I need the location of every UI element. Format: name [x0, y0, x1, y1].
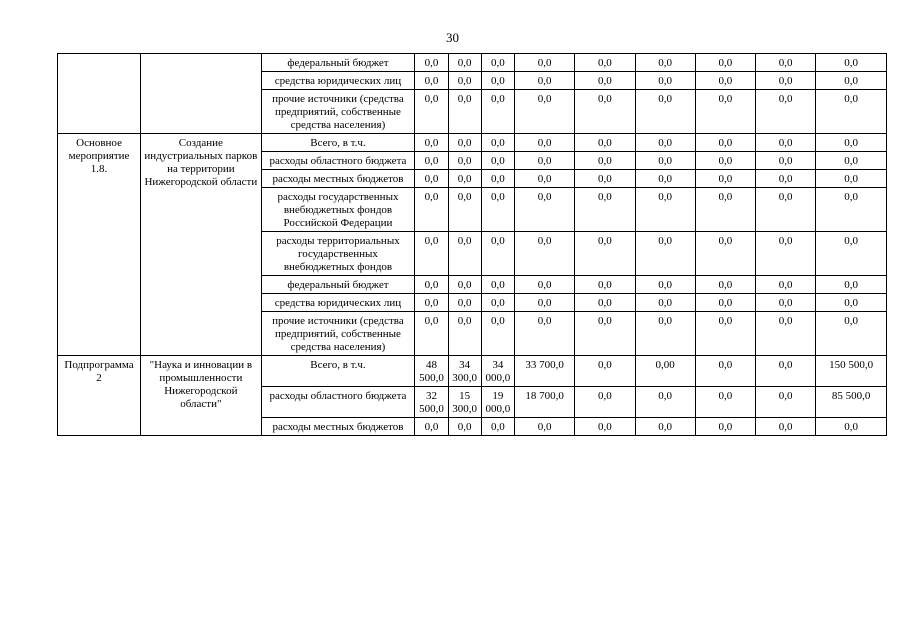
budget-table-body [58, 54, 887, 436]
amount-cell: 0,0 [695, 90, 755, 134]
amount-cell: 0,0 [575, 387, 635, 418]
amount-cell: 0,0 [635, 418, 695, 436]
amount-cell: 0,0 [515, 170, 575, 188]
amount-cell: 0,0 [816, 232, 887, 276]
amount-cell: 0,0 [415, 232, 448, 276]
amount-cell: 0,0 [756, 134, 816, 152]
amount-cell: 0,0 [415, 312, 448, 356]
amount-cell: 0,0 [415, 170, 448, 188]
funding-source: расходы местных бюджетов [261, 418, 415, 436]
funding-source: федеральный бюджет [261, 54, 415, 72]
amount-cell: 0,0 [481, 232, 514, 276]
amount-cell: 0,0 [816, 312, 887, 356]
amount-cell: 0,0 [695, 54, 755, 72]
amount-cell: 0,0 [515, 72, 575, 90]
amount-cell: 0,0 [515, 418, 575, 436]
amount-cell: 0,0 [448, 418, 481, 436]
amount-cell: 0,0 [635, 170, 695, 188]
amount-cell: 0,0 [481, 134, 514, 152]
amount-cell: 0,0 [575, 170, 635, 188]
amount-cell: 0,0 [635, 134, 695, 152]
funding-source: прочие источники (средства предприятий, собственные средства населения) [261, 90, 415, 134]
amount-cell: 0,0 [575, 418, 635, 436]
amount-cell: 0,0 [756, 356, 816, 387]
amount-cell: 0,0 [695, 356, 755, 387]
amount-cell: 0,0 [635, 232, 695, 276]
amount-cell: 0,0 [575, 72, 635, 90]
amount-cell: 0,0 [575, 54, 635, 72]
amount-cell: 0,0 [756, 170, 816, 188]
amount-cell: 0,0 [635, 276, 695, 294]
amount-cell: 0,0 [415, 152, 448, 170]
amount-cell: 0,0 [575, 90, 635, 134]
amount-cell: 0,0 [756, 312, 816, 356]
amount-cell: 0,0 [695, 232, 755, 276]
amount-cell: 0,0 [448, 134, 481, 152]
table-row [58, 134, 887, 152]
amount-cell: 0,0 [695, 188, 755, 232]
amount-cell: 0,0 [415, 188, 448, 232]
amount-cell: 0,0 [756, 152, 816, 170]
subprogram-2-label: Подпрограмма 2 [58, 356, 141, 436]
amount-cell: 0,0 [756, 232, 816, 276]
amount-cell: 150 500,0 [816, 356, 887, 387]
amount-cell: 0,0 [415, 54, 448, 72]
amount-cell: 0,0 [448, 188, 481, 232]
funding-source: Всего, в т.ч. [261, 134, 415, 152]
amount-cell: 0,0 [695, 312, 755, 356]
amount-cell: 0,0 [448, 90, 481, 134]
amount-cell: 18 700,0 [515, 387, 575, 418]
amount-cell: 0,0 [515, 232, 575, 276]
amount-cell: 0,0 [515, 276, 575, 294]
measure-1-8-label: Основное мероприятие 1.8. [58, 134, 141, 356]
amount-cell: 0,0 [481, 418, 514, 436]
amount-cell: 0,0 [695, 170, 755, 188]
amount-cell: 0,0 [575, 312, 635, 356]
amount-cell: 0,0 [448, 232, 481, 276]
funding-source: расходы областного бюджета [261, 152, 415, 170]
amount-cell: 0,0 [575, 134, 635, 152]
amount-cell: 0,0 [816, 90, 887, 134]
amount-cell: 0,0 [575, 152, 635, 170]
amount-cell: 0,0 [756, 387, 816, 418]
amount-cell: 0,0 [481, 170, 514, 188]
amount-cell: 0,0 [816, 418, 887, 436]
amount-cell: 0,0 [481, 54, 514, 72]
amount-cell: 0,0 [448, 72, 481, 90]
funding-source: Всего, в т.ч. [261, 356, 415, 387]
amount-cell: 0,0 [575, 276, 635, 294]
amount-cell: 0,0 [515, 312, 575, 356]
amount-cell: 0,0 [481, 276, 514, 294]
amount-cell: 0,0 [515, 134, 575, 152]
amount-cell: 0,0 [816, 276, 887, 294]
amount-cell: 0,0 [481, 72, 514, 90]
amount-cell: 0,0 [756, 294, 816, 312]
amount-cell: 0,0 [635, 72, 695, 90]
amount-cell: 0,0 [448, 152, 481, 170]
funding-source: расходы государственных внебюджетных фондов Российской Федерации [261, 188, 415, 232]
amount-cell: 0,0 [481, 312, 514, 356]
amount-cell: 34 000,0 [481, 356, 514, 387]
amount-cell: 0,0 [575, 356, 635, 387]
amount-cell: 33 700,0 [515, 356, 575, 387]
amount-cell: 34 300,0 [448, 356, 481, 387]
amount-cell: 0,0 [448, 276, 481, 294]
amount-cell: 0,0 [481, 90, 514, 134]
measure-1-8-name: Создание индустриальных парков на территории Нижегородской области [141, 134, 262, 356]
amount-cell: 0,0 [515, 294, 575, 312]
amount-cell: 0,0 [695, 294, 755, 312]
amount-cell: 0,0 [695, 276, 755, 294]
funding-source: средства юридических лиц [261, 72, 415, 90]
amount-cell: 0,0 [635, 90, 695, 134]
amount-cell: 85 500,0 [816, 387, 887, 418]
funding-source: расходы областного бюджета [261, 387, 415, 418]
amount-cell: 0,0 [695, 418, 755, 436]
amount-cell: 0,0 [756, 90, 816, 134]
amount-cell: 0,0 [635, 294, 695, 312]
amount-cell: 0,0 [575, 232, 635, 276]
amount-cell: 0,0 [695, 72, 755, 90]
continued-label [58, 54, 141, 134]
amount-cell: 0,0 [448, 312, 481, 356]
amount-cell: 0,0 [448, 54, 481, 72]
amount-cell: 0,0 [575, 294, 635, 312]
amount-cell: 0,0 [816, 72, 887, 90]
amount-cell: 0,0 [515, 90, 575, 134]
amount-cell: 0,0 [635, 54, 695, 72]
amount-cell: 0,0 [415, 72, 448, 90]
amount-cell: 0,0 [695, 134, 755, 152]
amount-cell: 0,0 [816, 294, 887, 312]
amount-cell: 0,0 [816, 170, 887, 188]
amount-cell: 0,0 [415, 134, 448, 152]
amount-cell: 48 500,0 [415, 356, 448, 387]
amount-cell: 0,0 [756, 188, 816, 232]
budget-table [57, 53, 887, 436]
amount-cell: 0,0 [515, 54, 575, 72]
amount-cell: 0,0 [515, 152, 575, 170]
amount-cell: 0,0 [415, 276, 448, 294]
amount-cell: 0,00 [635, 356, 695, 387]
amount-cell: 0,0 [635, 387, 695, 418]
amount-cell: 0,0 [481, 294, 514, 312]
amount-cell: 0,0 [816, 152, 887, 170]
amount-cell: 0,0 [448, 170, 481, 188]
table-row [58, 54, 887, 72]
amount-cell: 0,0 [415, 294, 448, 312]
amount-cell: 0,0 [816, 54, 887, 72]
amount-cell: 0,0 [695, 152, 755, 170]
amount-cell: 19 000,0 [481, 387, 514, 418]
amount-cell: 0,0 [635, 312, 695, 356]
table-row [58, 356, 887, 387]
funding-source: прочие источники (средства предприятий, собственные средства населения) [261, 312, 415, 356]
funding-source: федеральный бюджет [261, 276, 415, 294]
amount-cell: 0,0 [635, 188, 695, 232]
amount-cell: 0,0 [756, 72, 816, 90]
continued-name [141, 54, 262, 134]
amount-cell: 0,0 [448, 294, 481, 312]
amount-cell: 0,0 [575, 188, 635, 232]
amount-cell: 0,0 [756, 276, 816, 294]
amount-cell: 0,0 [481, 152, 514, 170]
amount-cell: 0,0 [695, 387, 755, 418]
amount-cell: 0,0 [756, 54, 816, 72]
page-number: 30 [446, 30, 459, 45]
amount-cell: 0,0 [481, 188, 514, 232]
funding-source: расходы местных бюджетов [261, 170, 415, 188]
amount-cell: 0,0 [816, 134, 887, 152]
amount-cell: 15 300,0 [448, 387, 481, 418]
amount-cell: 32 500,0 [415, 387, 448, 418]
amount-cell: 0,0 [415, 90, 448, 134]
amount-cell: 0,0 [515, 188, 575, 232]
funding-source: расходы территориальных государственных внебюджетных фондов [261, 232, 415, 276]
amount-cell: 0,0 [816, 188, 887, 232]
funding-source: средства юридических лиц [261, 294, 415, 312]
subprogram-2-name: "Наука и инновации в промышленности Нижегородской области" [141, 356, 262, 436]
amount-cell: 0,0 [756, 418, 816, 436]
amount-cell: 0,0 [635, 152, 695, 170]
amount-cell: 0,0 [415, 418, 448, 436]
